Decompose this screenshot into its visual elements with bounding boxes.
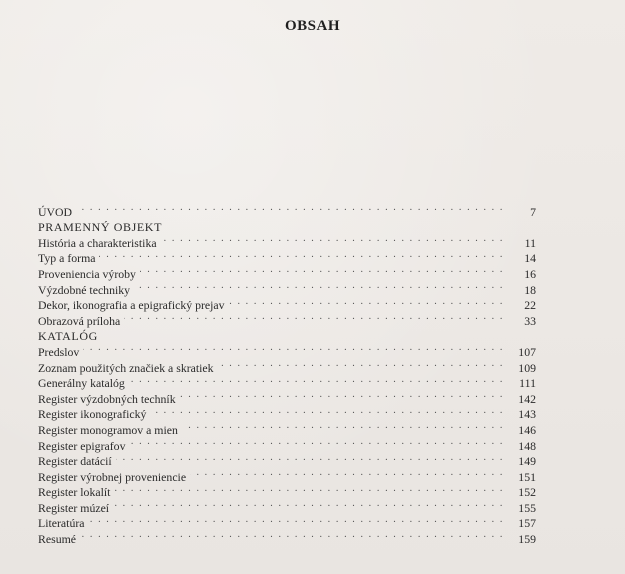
toc-entry-label: ÚVOD (38, 204, 73, 219)
leader-dots (182, 418, 508, 434)
toc-section-heading (38, 325, 536, 344)
toc-section-heading (38, 216, 536, 235)
toc-page-number: 111 (519, 376, 536, 391)
leader-dots (229, 294, 508, 310)
leader-dots (113, 496, 508, 512)
toc-page-number: 152 (518, 485, 536, 500)
toc-row (38, 527, 536, 547)
toc-section-label: PRAMENNÝ OBJEKT (38, 220, 163, 235)
toc-entry-label: Proveniencia výroby (38, 266, 136, 281)
toc-page-number: 148 (518, 438, 536, 453)
toc-row (38, 512, 536, 531)
leader-dots (124, 309, 508, 325)
leader-dots (150, 403, 508, 419)
leader-dots (129, 372, 508, 388)
leader-dots (89, 512, 508, 528)
toc-entry-label: Register monogramov a mien (38, 422, 178, 437)
toc-entry-label: Register lokalít (38, 485, 111, 500)
toc-entry-label: Register epigrafov (38, 438, 126, 453)
toc-row (38, 496, 536, 515)
toc-entry-label: Literatúra (38, 516, 85, 531)
toc-page-number: 33 (524, 313, 536, 328)
toc-row (38, 340, 536, 359)
leader-dots (76, 200, 508, 216)
leader-dots (99, 247, 508, 263)
leader-dots (180, 387, 508, 403)
toc-entry-label: Register výzdobných techník (38, 391, 176, 406)
toc-entry-label: Obrazová príloha (38, 313, 121, 328)
leader-dots (140, 262, 508, 278)
leader-dots (129, 434, 508, 450)
leader-dots (134, 278, 508, 294)
toc-page-number: 11 (524, 235, 536, 250)
toc-entry-label: Resumé (38, 532, 77, 547)
leader-dots (83, 340, 508, 356)
leader-dots (161, 231, 508, 247)
toc-entry-label: Generálny katalóg (38, 376, 125, 391)
toc-row (38, 247, 536, 266)
toc-page-number: 14 (524, 251, 536, 266)
toc-row (38, 262, 536, 281)
toc-entry-label: Register ikonografický (38, 407, 147, 422)
page-title: OBSAH (284, 18, 340, 34)
table-of-contents (38, 200, 536, 547)
toc-page-number: 16 (524, 266, 536, 281)
toc-page-number: 22 (524, 298, 536, 313)
toc-entry-label: História a charakteristika (38, 235, 157, 250)
leader-dots (190, 465, 508, 481)
toc-page-number: 146 (518, 422, 536, 437)
toc-page-number: 159 (518, 532, 536, 547)
toc-entry-label: Výzdobné techniky (38, 282, 131, 297)
leader-dots (80, 527, 508, 543)
toc-page-number: 18 (524, 282, 536, 297)
toc-page-number: 157 (518, 516, 536, 531)
leader-dots (116, 450, 508, 466)
toc-page-number: 149 (518, 454, 536, 469)
toc-page-number: 142 (518, 391, 536, 406)
leader-dots (114, 481, 508, 497)
toc-page-number: 143 (518, 407, 536, 422)
toc-entry-label: Predslov (38, 344, 80, 359)
toc-entry-label: Dekor, ikonografia a epigrafický prejav (38, 298, 225, 313)
toc-page-number: 107 (518, 344, 536, 359)
toc-entry-label: Register datácií (38, 454, 112, 469)
toc-row (38, 356, 536, 375)
toc-page-number: 151 (518, 469, 536, 484)
leader-dots (218, 356, 508, 372)
toc-row (38, 200, 536, 219)
toc-section-label: KATALÓG (38, 329, 98, 344)
toc-page-number: 155 (518, 500, 536, 515)
toc-entry-label: Register výrobnej proveniencie (38, 469, 187, 484)
toc-page-number: 109 (518, 360, 536, 375)
toc-entry-label: Typ a forma (38, 251, 96, 266)
toc-entry-label: Zoznam použitých značiek a skratiek (38, 360, 214, 375)
toc-entry-label: Register múzeí (38, 500, 110, 515)
toc-page-number: 7 (530, 204, 536, 219)
